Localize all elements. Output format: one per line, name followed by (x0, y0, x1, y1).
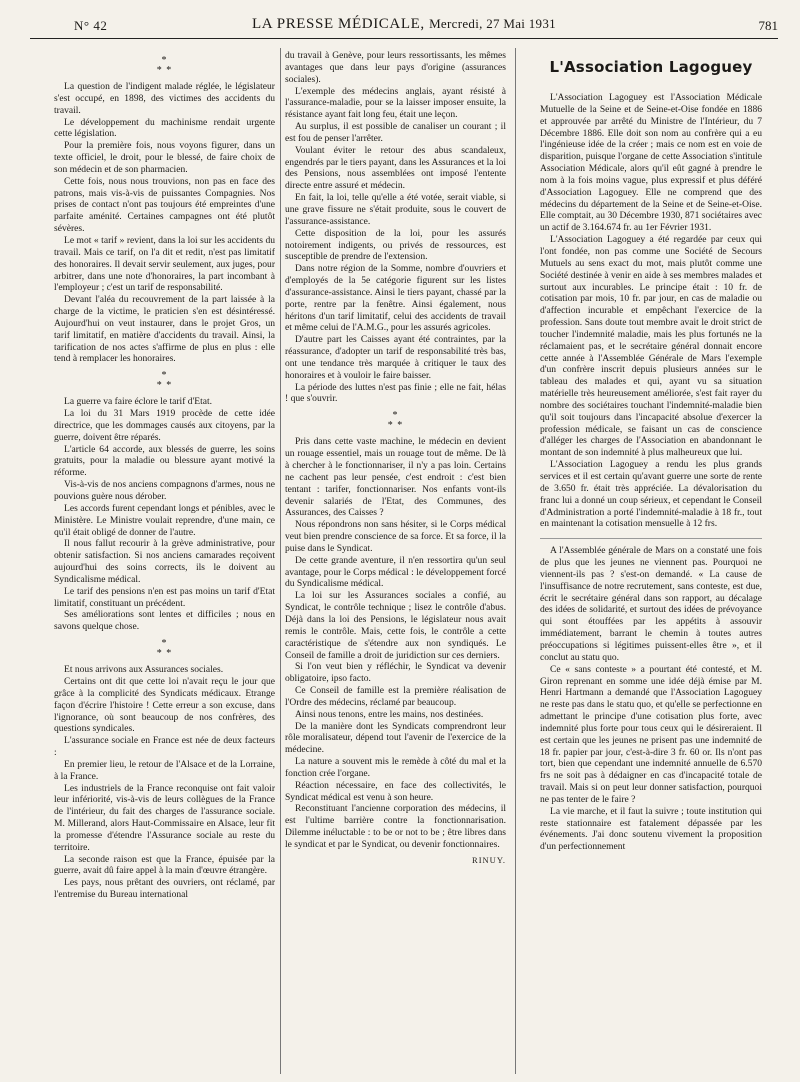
paragraph: Ce « sans conteste » a pourtant été contesté, et M. Giron reprenant en somme une idée déjà émise par M. Henri Hartmann a demandé que l'Association Lagoguey ne reste pas dans le statu quo, et qu'elle se perfectionne en admettant le principe d'une cotisation plus forte, avec indemnité plus forte pour tous ceux qui le désireraient. Il est certain que les jeunes ne prisent pas une indemnité de 18 fr. papier par jour, c'est-à-dire 3 fr. 60 or. Ils n'ont pas tort, bien que cependant une indemnité annuelle de 6.570 frs ne soit pas à dédaigner en cas d'incapacité totale de travail. Mais si on peut leur donner satisfaction, pourquoi ne pas tenter de le faire ? (540, 663, 762, 805)
paragraph: Pris dans cette vaste machine, le médecin en devient un rouage essentiel, mais un rouage tout de même. De là à chercher à le fonctionnariser, il n'y a pas loin. Certains ne cachent pas leur pensée, c'est endroit : c'est bien tentant : tarifer, fonctionnariser. Nos enfants vont-ils devenir salariés de l'Etat, des Communes, des Assurances, des Caisses ? (285, 436, 506, 519)
paragraph: Certains ont dit que cette loi n'avait reçu le jour que grâce à la complicité des Syndicats médicaux. Etrange façon d'écrire l'histoire ! Cette erreur a son excuse, dans l'ignorance, où sont beaucoup de nos confrères, des questions syndicales. (54, 675, 275, 735)
paragraph: Le tarif des pensions n'en est pas moins un tarif d'Etat limitatif, constituant un précédent. (54, 585, 275, 609)
paragraph: L'Association Lagoguey est l'Association Médicale Mutuelle de la Seine et de Seine-et-Oise fondée en 1886 et approuvée par arrêté du Ministre de l'Intérieur, du 7 Décembre 1886. Elle doit son nom au confrère qui a eu l'ingénieuse idée de la créer ; mais ce nom est en voie de disparition, puisque l'organe de cette Association s'intitule Association Médicale, alors qu'il eût gagné à prendre le nom à la fois moins vague, plus expressif et plus déféré d'Association Lagoguey. Elle ne comprend que des médecins du département de la Seine et de Seine-et-Oise. Elle comptait, au 30 Décembre 1930, 871 sociétaires avec un actif de 3.164.674 fr. au 1er Février 1931. (540, 92, 762, 234)
paragraph: D'autre part les Caisses ayant été contraintes, par la réassurance, d'adopter un tarif de responsabilité très bas, ont une tendance très marquée à critiquer le taux des honoraires et à vouloir le faire baisser. (285, 334, 506, 381)
paragraph: Les accords furent cependant longs et pénibles, avec le Ministère. Le Ministre voulait reprendre, d'une main, ce qu'il était obligé de donner de l'autre. (54, 502, 275, 538)
paragraph: Le mot « tarif » revient, dans la loi sur les accidents du travail. Mais ce tarif, on l'a dit et redit, n'est pas limitatif des honoraires. Il devait servir seulement, aux juges, pour arbitrer, dans une note d'honoraires, la part incombant à l'employeur ; c'est un tarif de responsabilité. (54, 234, 275, 294)
column-divider (515, 48, 516, 1074)
paragraph: Dans notre région de la Somme, nombre d'ouvriers et d'employés de la 5e catégorie figurent sur les listes d'assurance-assistance. Ainsi le tiers payant, chassé par la porte, rentre par la fenêtre. Ainsi également, nous héritons d'un tarif limitatif, celui des accidents de travail et même celui de l'A.M.G., pour les assurés agricoles. (285, 263, 506, 334)
section-separator: * * * (156, 370, 173, 392)
column-2 (285, 50, 506, 1076)
paragraph: Nous répondrons non sans hésiter, si le Corps médical veut bien prendre conscience de sa force. Et sa force, il la puise dans le Syndicat. (285, 519, 506, 554)
paragraph: La vie marche, et il faut la suivre ; toute institution qui reste stationnaire est fatalement dépassée par les événements. J'ai donc soutenu vivement la proposition d'un perfectionnement (540, 805, 762, 853)
paragraph: L'exemple des médecins anglais, ayant résisté à l'assurance-maladie, pour se la laisser imposer ensuite, la résistance ayant fait long feu, était une leçon. (285, 85, 506, 121)
paragraph: La guerre va faire éclore le tarif d'Etat. (64, 396, 213, 408)
paragraph: Cette disposition de la loi, pour les assurés notoirement indigents, ou privés de ressources, est susceptible de prendre de l'extension. (285, 227, 506, 263)
paragraph: Et nous arrivons aux Assurances sociales. (64, 664, 224, 676)
column-1 (54, 50, 275, 1076)
page-header (30, 14, 778, 39)
journal-name: LA PRESSE MÉDICALE, (252, 16, 425, 32)
section-separator: * * * (387, 410, 404, 432)
paragraph: Voulant éviter le retour des abus scandaleux, engendrés par le tiers payant, dans les Assurances et la loi des Pensions, nous assemblées ont imposé l'entente directe entre assuré et médecin. (285, 144, 506, 192)
paragraph: De cette grande aventure, il n'en ressortira qu'un seul avantage, pour le Corps médical : le développement forcé du Syndicalisme médical. (285, 554, 506, 590)
column-divider (280, 48, 281, 1074)
paragraph: Devant l'aléa du recouvrement de la part laissée à la charge de la victime, le praticien s'en est désintéressé. Aujourd'hui on veut instaurer, dans le projet Gros, un tarif limitatif, en matière d'accidents du travail. Ainsi, la tarification de nos actes s'affirme de plus en plus : elle tend à remplacer les honoraires. (54, 294, 275, 365)
paragraph: L'article 64 accorde, aux blessés de guerre, les soins gratuits, pour la maladie ou blessure ayant motivé la réforme. (54, 443, 275, 479)
paragraph: Ses améliorations sont lentes et difficiles ; nous en savons quelque chose. (54, 609, 275, 633)
paragraph: L'assurance sociale en France est née de deux facteurs : (54, 735, 275, 759)
paragraph: La question de l'indigent malade réglée, le législateur s'est occupé, en 1898, des victimes des accidents du travail. (54, 81, 275, 116)
paragraph: La seconde raison est que la France, épuisée par la guerre, avait dû faire appel à la main d'œuvre étrangère. (54, 853, 275, 877)
journal-title (30, 16, 778, 33)
paragraph: De la manière dont les Syndicats comprendront leur rôle moralisateur, dépend tout l'avenir de l'exercice de la médecine. (285, 720, 506, 756)
paragraph: Si l'on veut bien y réfléchir, le Syndicat va devenir obligatoire, ipso facto. (285, 661, 506, 685)
paragraph: Reconstituant l'ancienne corporation des médecins, il est l'ultime barrière contre la fonctionnarisation. Dilemme inéluctable : to be or not to be ; être libres dans le syndicat et par le Syndicat, ou devenir fonctionnaires. (285, 803, 506, 850)
issue-date: Mercredi, 27 Mai 1931 (429, 16, 556, 31)
paragraph: Réaction nécessaire, en face des collectivités, le Syndicat médical est venu à son heure. (285, 779, 506, 803)
paragraph: Vis-à-vis de nos anciens compagnons d'armes, nous ne pouvions guère nous dérober. (54, 479, 275, 502)
paragraph: La période des luttes n'est pas finie ; elle ne fait, hélas ! que s'ouvrir. (285, 381, 506, 405)
paragraph: Les industriels de la France reconquise ont fait valoir leur infériorité, vis-à-vis de leurs collègues de la France de l'intérieur, du fait des charges de l'assurance sociale. M. Millerand, alors Haut-Commissaire en Alsace, leur fit la promesse d'étendre l'Assurance sociale au reste du territoire. (54, 782, 275, 853)
section-separator: * * * (156, 638, 173, 660)
paragraph: Ce Conseil de famille est la première réalisation de l'Ordre des médecins, réclamé par beaucoup. (285, 685, 506, 708)
paragraph: En premier lieu, le retour de l'Alsace et de la Lorraine, à la France. (54, 758, 275, 782)
paragraph: La nature a souvent mis le remède à côté du mal et la fonction crée l'organe. (285, 756, 506, 779)
section-rule (540, 538, 762, 539)
issue-number: N° 42 (74, 18, 108, 33)
paragraph: Les pays, nous prêtant des ouvriers, ont réclamé, par l'entremise du Bureau international (54, 877, 275, 901)
page-number: 781 (758, 18, 778, 33)
section-separator: * * * (156, 55, 173, 76)
paragraph: A l'Assemblée générale de Mars on a constaté une fois de plus que les jeunes ne viennent pas. Pourquoi ne viennent-ils pas ? s'est-on demandé. « La cause de l'insuffisance de notre recrutement, sans conteste, est due, écrit le secrétaire général dans son rapport, au décalage des idées de solidarité, et surtout des idées de prévoyance qui sont étouffées par les appétits à assouvir immédiatement, barrant le chemin à toutes autres préoccupations si légitimes puissent-elles être », et il conclut au statu quo. (540, 545, 762, 663)
paragraph: Ainsi nous tenons, entre les mains, nos destinées. (295, 708, 484, 720)
paragraph: En fait, la loi, telle qu'elle a été votée, serait viable, si une grave fissure ne s'était produite, sous le couvert de l'assurance-assistance. (285, 192, 506, 227)
author-signature: RINUY. (472, 854, 506, 865)
column-3 (540, 50, 762, 1076)
paragraph: La loi du 31 Mars 1919 procède de cette idée directrice, que les dommages causés aux citoyens, par la guerre, doivent être réparés. (54, 408, 275, 443)
paragraph: L'Association Lagoguey a rendu les plus grands services et il est certain qu'avant guerre une sorte de rente de 3.650 fr. était très appréciée. La dévalorisation du franc lui a donné un coup sérieux, et cependant le Conseil d'Administration a porté l'indemnité-maladie à 18 fr., tout en maintenant la cotisation mensuelle à 12 frs. (540, 459, 762, 530)
paragraph: Le développement du machinisme rendait urgente cette législation. (54, 116, 275, 140)
paragraph: Au surplus, il est possible de canaliser un courant ; il est fou de penser l'arrêter. (285, 121, 506, 144)
paragraph: du travail à Genève, pour leurs ressortissants, les mêmes avantages que dans leur pays d'origine (assurances sociales). (285, 50, 506, 85)
article-title: L'Association Lagoguey (549, 58, 753, 76)
paragraph: Cette fois, nous nous trouvions, non pas en face des patrons, mais vis-à-vis de puissantes Compagnies. Nos prises de contact n'ont pas toujours été empreintes d'une parfaite aménité. Certaines campagnes ont été plutôt sévères. (54, 175, 275, 235)
paragraph: La loi sur les Assurances sociales a confié, au Syndicat, le contrôle technique ; lisez le contrôle d'abus. Déjà dans la loi des Pensions, le législateur nous avait remis le contrôle. Mais, cette fois, le contrôle a cette caractéristique de s'étendre aux non syndiqués. Le Conseil de famille a droit de juridiction sur ces derniers. (285, 590, 506, 661)
paragraph: Il nous fallut recourir à la grève administrative, pour obtenir satisfaction. Si nos anciens camarades reçoivent aujourd'hui des soins corrects, ils le doivent au Syndicalisme médical. (54, 538, 275, 585)
paragraph: L'Association Lagoguey a été regardée par ceux qui l'ont fondée, non pas comme une Société de Secours Mutuels au sens exact du mot, mais plutôt comme une Société destinée à venir en aide à ses membres malades et surtout aux incurables. Le principe était : 10 fr. de cotisation par mois, 10 fr. par jour, en cas de maladie ou d'affection incurable et empêchant l'exercice de la profession. Sans doute tout membre avait le droit strict de toucher l'indemnité maladie, mais les plus fortunés ne la réclamaient pas, et le secrétaire général donnait encore cette année à l'Assemblée Générale de Mars l'exemple d'un confrère inscrit depuis plusieurs années sur le tableau des malades et qui, ayant vu sa situation matérielle très heureusement améliorée, s'est fait rayer du nombre des sociétaires touchant l'indemnité-maladie bien qu'il soit toujours dans l'incapacité absolue d'exercer la profession médicale, se faisant un cas de conscience d'alléger les charges de l'Association en abandonnant le montant de son indemnité à plus malheureux que lui. (540, 234, 762, 459)
paragraph: Pour la première fois, nous voyons figurer, dans un texte officiel, le droit, pour le blessé, de faire choix de son médecin et de son pharmacien. (54, 140, 275, 175)
